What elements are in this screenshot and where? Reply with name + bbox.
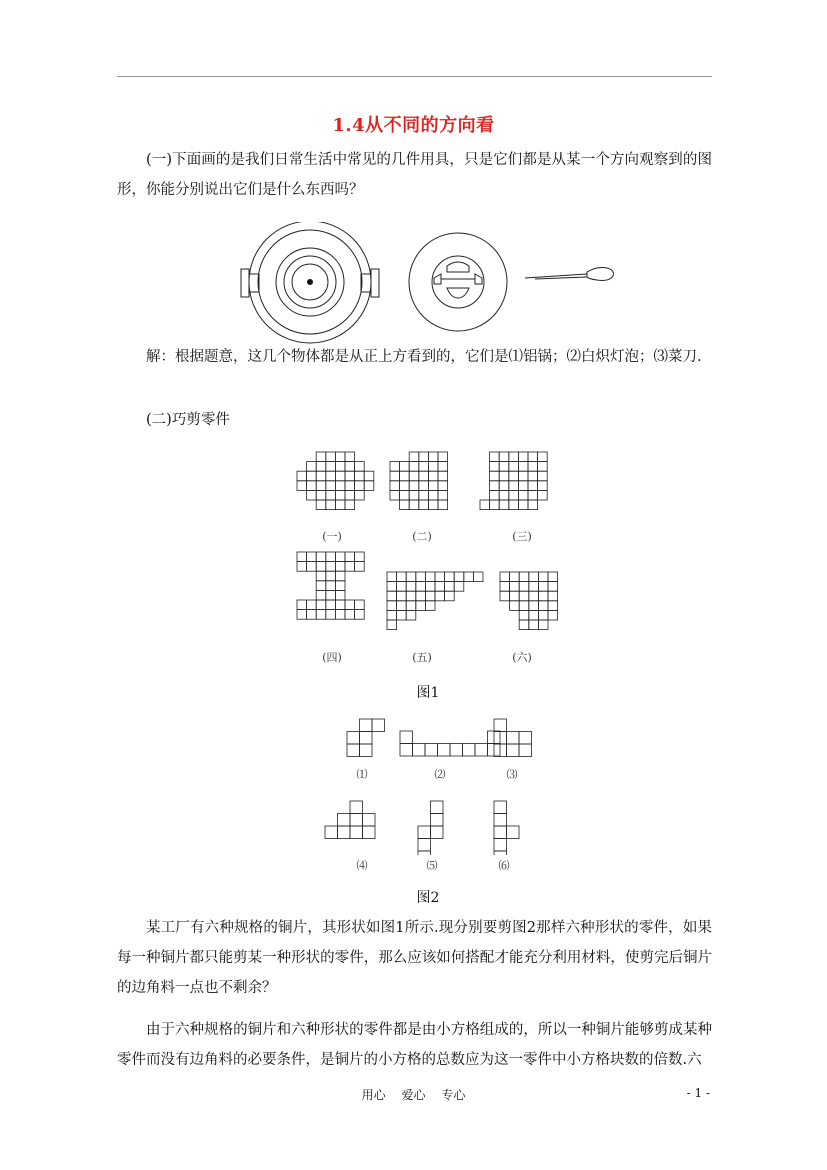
sheet-2-shape <box>390 452 448 510</box>
footer-motto-1: 用心 <box>361 1088 386 1102</box>
fig1-caption-5: (五) <box>412 651 432 664</box>
page-number: - 1 - <box>686 1086 710 1100</box>
sheet-3-shape <box>480 452 547 510</box>
fig2-caption-5: ⑸ <box>426 859 438 872</box>
fig1-caption-6: (六) <box>512 651 532 664</box>
solution-paragraph: 由于六种规格的铜片和六种形状的零件都是由小方格组成的，所以一种铜片能够剪成某种零件而没有边角料的必要条件，是铜片的小方格的总数应为这一零件中小方格块数的倍数.六 <box>117 1022 712 1068</box>
part-6-shape <box>494 801 519 855</box>
fig2-caption-4: ⑷ <box>356 859 368 872</box>
section1-intro: (一)下面画的是我们日常生活中常见的几件用具，只是它们都是从某一个方向观察到的图形，你能分别说出它们是什么东西吗？ <box>117 152 712 198</box>
fig2-caption-6: ⑹ <box>498 859 510 872</box>
page-title: 1.4从不同的方向看 <box>332 115 495 136</box>
fig1-caption-1: (一) <box>322 530 342 543</box>
part-1-shape <box>347 719 385 757</box>
part-5-shape <box>418 801 443 855</box>
fig1-caption-3: (三) <box>512 530 532 543</box>
fig2-caption-3: ⑶ <box>506 768 518 781</box>
utensils-figure <box>235 222 625 352</box>
header-rule <box>117 76 712 77</box>
pot-top-view <box>241 222 379 343</box>
fig2-caption-2: ⑵ <box>434 768 446 781</box>
part-2-shape <box>400 731 500 756</box>
figure-1-label: 图1 <box>416 685 440 701</box>
section1-answer: 解：根据题意，这几个物体都是从正上方看到的，它们是⑴铝锅；⑵白炽灯泡；⑶菜刀. <box>146 349 702 365</box>
sheet-4-shape <box>297 552 364 619</box>
fig1-caption-2: (二) <box>412 530 432 543</box>
problem-paragraph: 某工厂有六种规格的铜片，其形状如图1所示.现分别要剪图2那样六种形状的零件，如果每一种铜片都只能剪某一种形状的零件，那么应该如何搭配才能充分利用材料，使剪完后铜片的边角料一点也不剩余？ <box>117 920 712 996</box>
figure-2-label: 图2 <box>416 890 440 906</box>
fig1-caption-4: (四) <box>322 651 342 664</box>
sheet-1-shape <box>297 452 374 510</box>
fig2-caption-1: ⑴ <box>356 768 368 781</box>
sheet-5-shape <box>387 572 483 630</box>
sheet-6-shape <box>500 572 558 630</box>
figure-2-parts <box>320 715 540 855</box>
section2-heading: (二)巧剪零件 <box>146 412 230 428</box>
light-bulb-top-view <box>409 233 507 331</box>
footer-motto-2: 爱心 <box>401 1088 426 1102</box>
figure-1-copper-sheets <box>290 448 570 648</box>
kitchen-knife-top-view <box>525 268 613 281</box>
part-4-shape <box>325 801 375 839</box>
footer-motto-3: 专心 <box>441 1088 466 1102</box>
